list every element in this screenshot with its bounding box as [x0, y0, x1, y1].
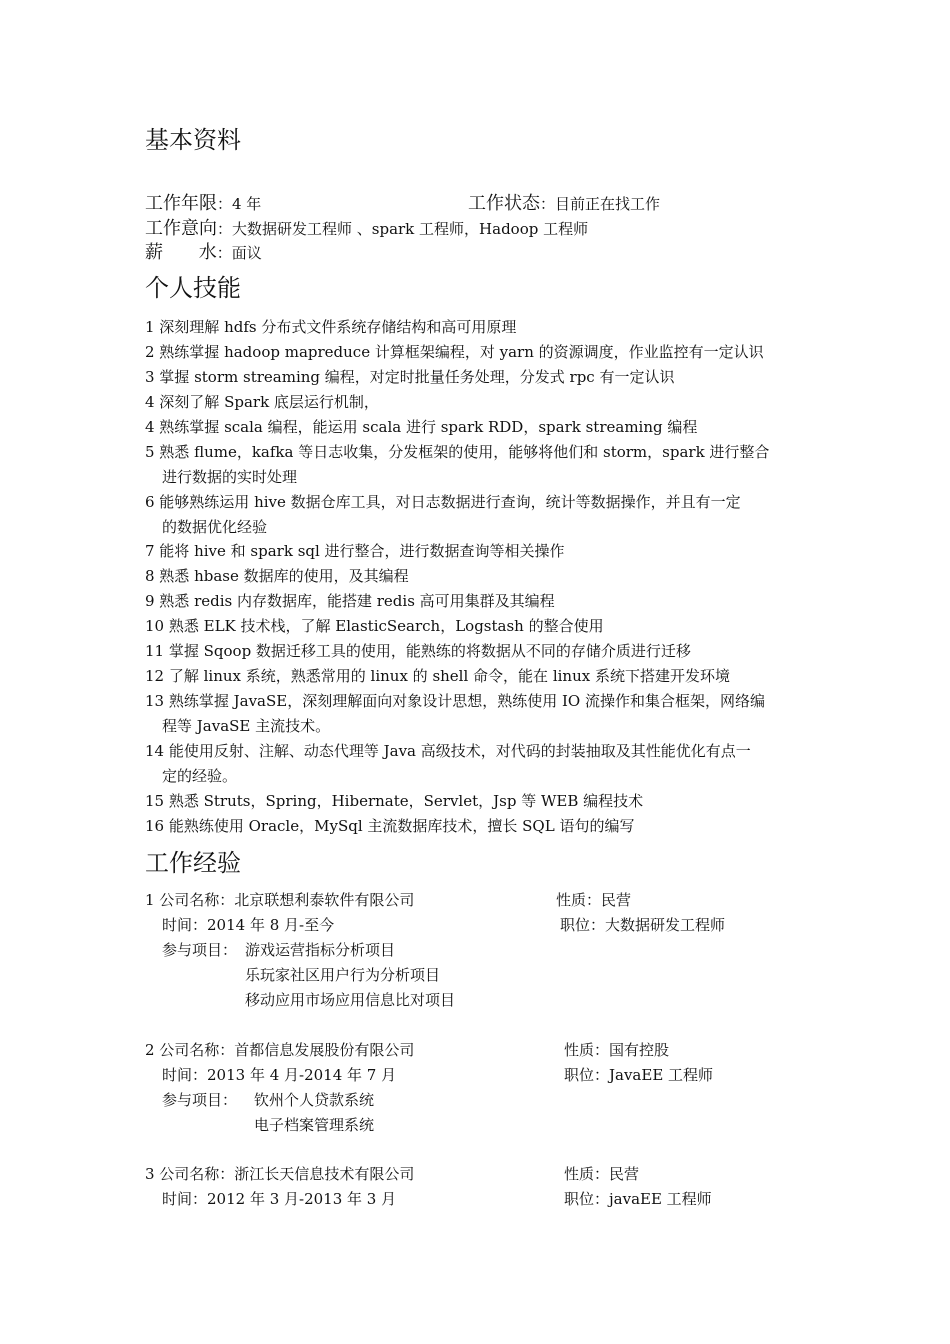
basic-info-heading: 基本资料 — [145, 126, 241, 154]
job-projects-label: 参与项目： — [162, 1091, 238, 1109]
job-time: 时间：2014 年 8 月-至今 — [162, 916, 335, 934]
job-time: 时间：2012 年 3 月-2013 年 3 月 — [162, 1190, 397, 1208]
job-time: 时间：2013 年 4 月-2014 年 7 月 — [162, 1066, 397, 1084]
skill-line-continued: 程等 JavaSE 主流技术。 — [162, 717, 331, 735]
salary-label: 薪 水 — [145, 242, 217, 263]
project-item: 钦州个人贷款系统 — [254, 1091, 375, 1109]
skill-line: 2 熟练掌握 hadoop mapreduce 计算框架编程，对 yarn 的资源调度，作业监控有一定认识 — [145, 343, 764, 361]
job-nature: 性质：民营 — [564, 1165, 640, 1183]
job-intent-row — [145, 214, 588, 240]
skill-line: 7 能将 hive 和 spark sql 进行整合，进行数据查询等相关操作 — [145, 542, 565, 560]
skill-line: 5 熟悉 flume，kafka 等日志收集，分发框架的使用，能够将他们和 storm，spark 进行整合 — [145, 443, 770, 461]
job-nature: 性质：民营 — [556, 891, 632, 909]
skill-line: 9 熟悉 redis 内存数据库，能搭建 redis 高可用集群及其编程 — [145, 592, 555, 610]
salary-row — [145, 238, 262, 264]
salary-value: ：面议 — [216, 244, 262, 262]
skill-line-continued: 定的经验。 — [162, 767, 238, 785]
skill-line-continued: 的数据优化经验 — [162, 518, 268, 536]
job-intent-value: ：大数据研发工程师 、spark 工程师，Hadoop 工程师 — [217, 220, 589, 238]
project-item: 乐玩家社区用户行为分析项目 — [245, 966, 441, 984]
skill-line: 3 掌握 storm streaming 编程，对定时批量任务处理，分发式 rpc 有一定认识 — [145, 368, 675, 386]
job-company: 2 公司名称：首都信息发展股份有限公司 — [145, 1041, 415, 1059]
skill-line: 12 了解 linux 系统，熟悉常用的 linux 的 shell 命令，能在 linux 系统下搭建开发环境 — [145, 667, 730, 685]
skill-line: 8 熟悉 hbase 数据库的使用，及其编程 — [145, 567, 409, 585]
experience-heading: 工作经验 — [145, 849, 241, 877]
skill-line: 11 掌握 Sqoop 数据迁移工具的使用，能熟练的将数据从不同的存储介质进行迁移 — [145, 642, 691, 660]
project-item: 移动应用市场应用信息比对项目 — [245, 991, 456, 1009]
job-company: 1 公司名称：北京联想利泰软件有限公司 — [145, 891, 415, 909]
job-company: 3 公司名称：浙江长天信息技术有限公司 — [145, 1165, 415, 1183]
work-status-row — [468, 189, 660, 215]
skill-line: 6 能够熟练运用 hive 数据仓库工具，对日志数据进行查询，统计等数据操作，并且有一定 — [145, 493, 741, 511]
work-years-value: ：4 年 — [217, 195, 262, 213]
job-position: 职位：javaEE 工程师 — [564, 1190, 712, 1208]
job-position: 职位：大数据研发工程师 — [560, 916, 726, 934]
job-nature: 性质：国有控股 — [564, 1041, 670, 1059]
skill-line: 4 熟练掌握 scala 编程，能运用 scala 进行 spark RDD，spark streaming 编程 — [145, 418, 698, 436]
work-status-value: ：目前正在找工作 — [540, 195, 661, 213]
skills-heading: 个人技能 — [145, 274, 241, 302]
skill-line: 14 能使用反射、注解、动态代理等 Java 高级技术，对代码的封装抽取及其性能优化有点一 — [145, 742, 751, 760]
skill-line: 15 熟悉 Struts，Spring，Hibernate，Servlet，Jsp 等 WEB 编程技术 — [145, 792, 644, 810]
skill-line: 10 熟悉 ELK 技术栈，了解 ElasticSearch，Logstash 的整合使用 — [145, 617, 604, 635]
skill-line: 1 深刻理解 hdfs 分布式文件系统存储结构和高可用原理 — [145, 318, 517, 336]
skill-line: 13 熟练掌握 JavaSE，深刻理解面向对象设计思想，熟练使用 IO 流操作和集合框架，网络编 — [145, 692, 765, 710]
work-status-label: 工作状态 — [468, 193, 540, 214]
job-projects-label: 参与项目： — [162, 941, 238, 959]
job-intent-label: 工作意向 — [145, 218, 217, 239]
work-years-row — [145, 189, 261, 215]
project-item: 电子档案管理系统 — [254, 1116, 375, 1134]
work-years-label: 工作年限 — [145, 193, 217, 214]
project-item: 游戏运营指标分析项目 — [245, 941, 396, 959]
skill-line: 4 深刻了解 Spark 底层运行机制， — [145, 393, 379, 411]
job-position: 职位：JavaEE 工程师 — [564, 1066, 714, 1084]
skill-line-continued: 进行数据的实时处理 — [162, 468, 298, 486]
skill-line: 16 能熟练使用 Oracle，MySql 主流数据库技术，擅长 SQL 语句的编写 — [145, 817, 635, 835]
